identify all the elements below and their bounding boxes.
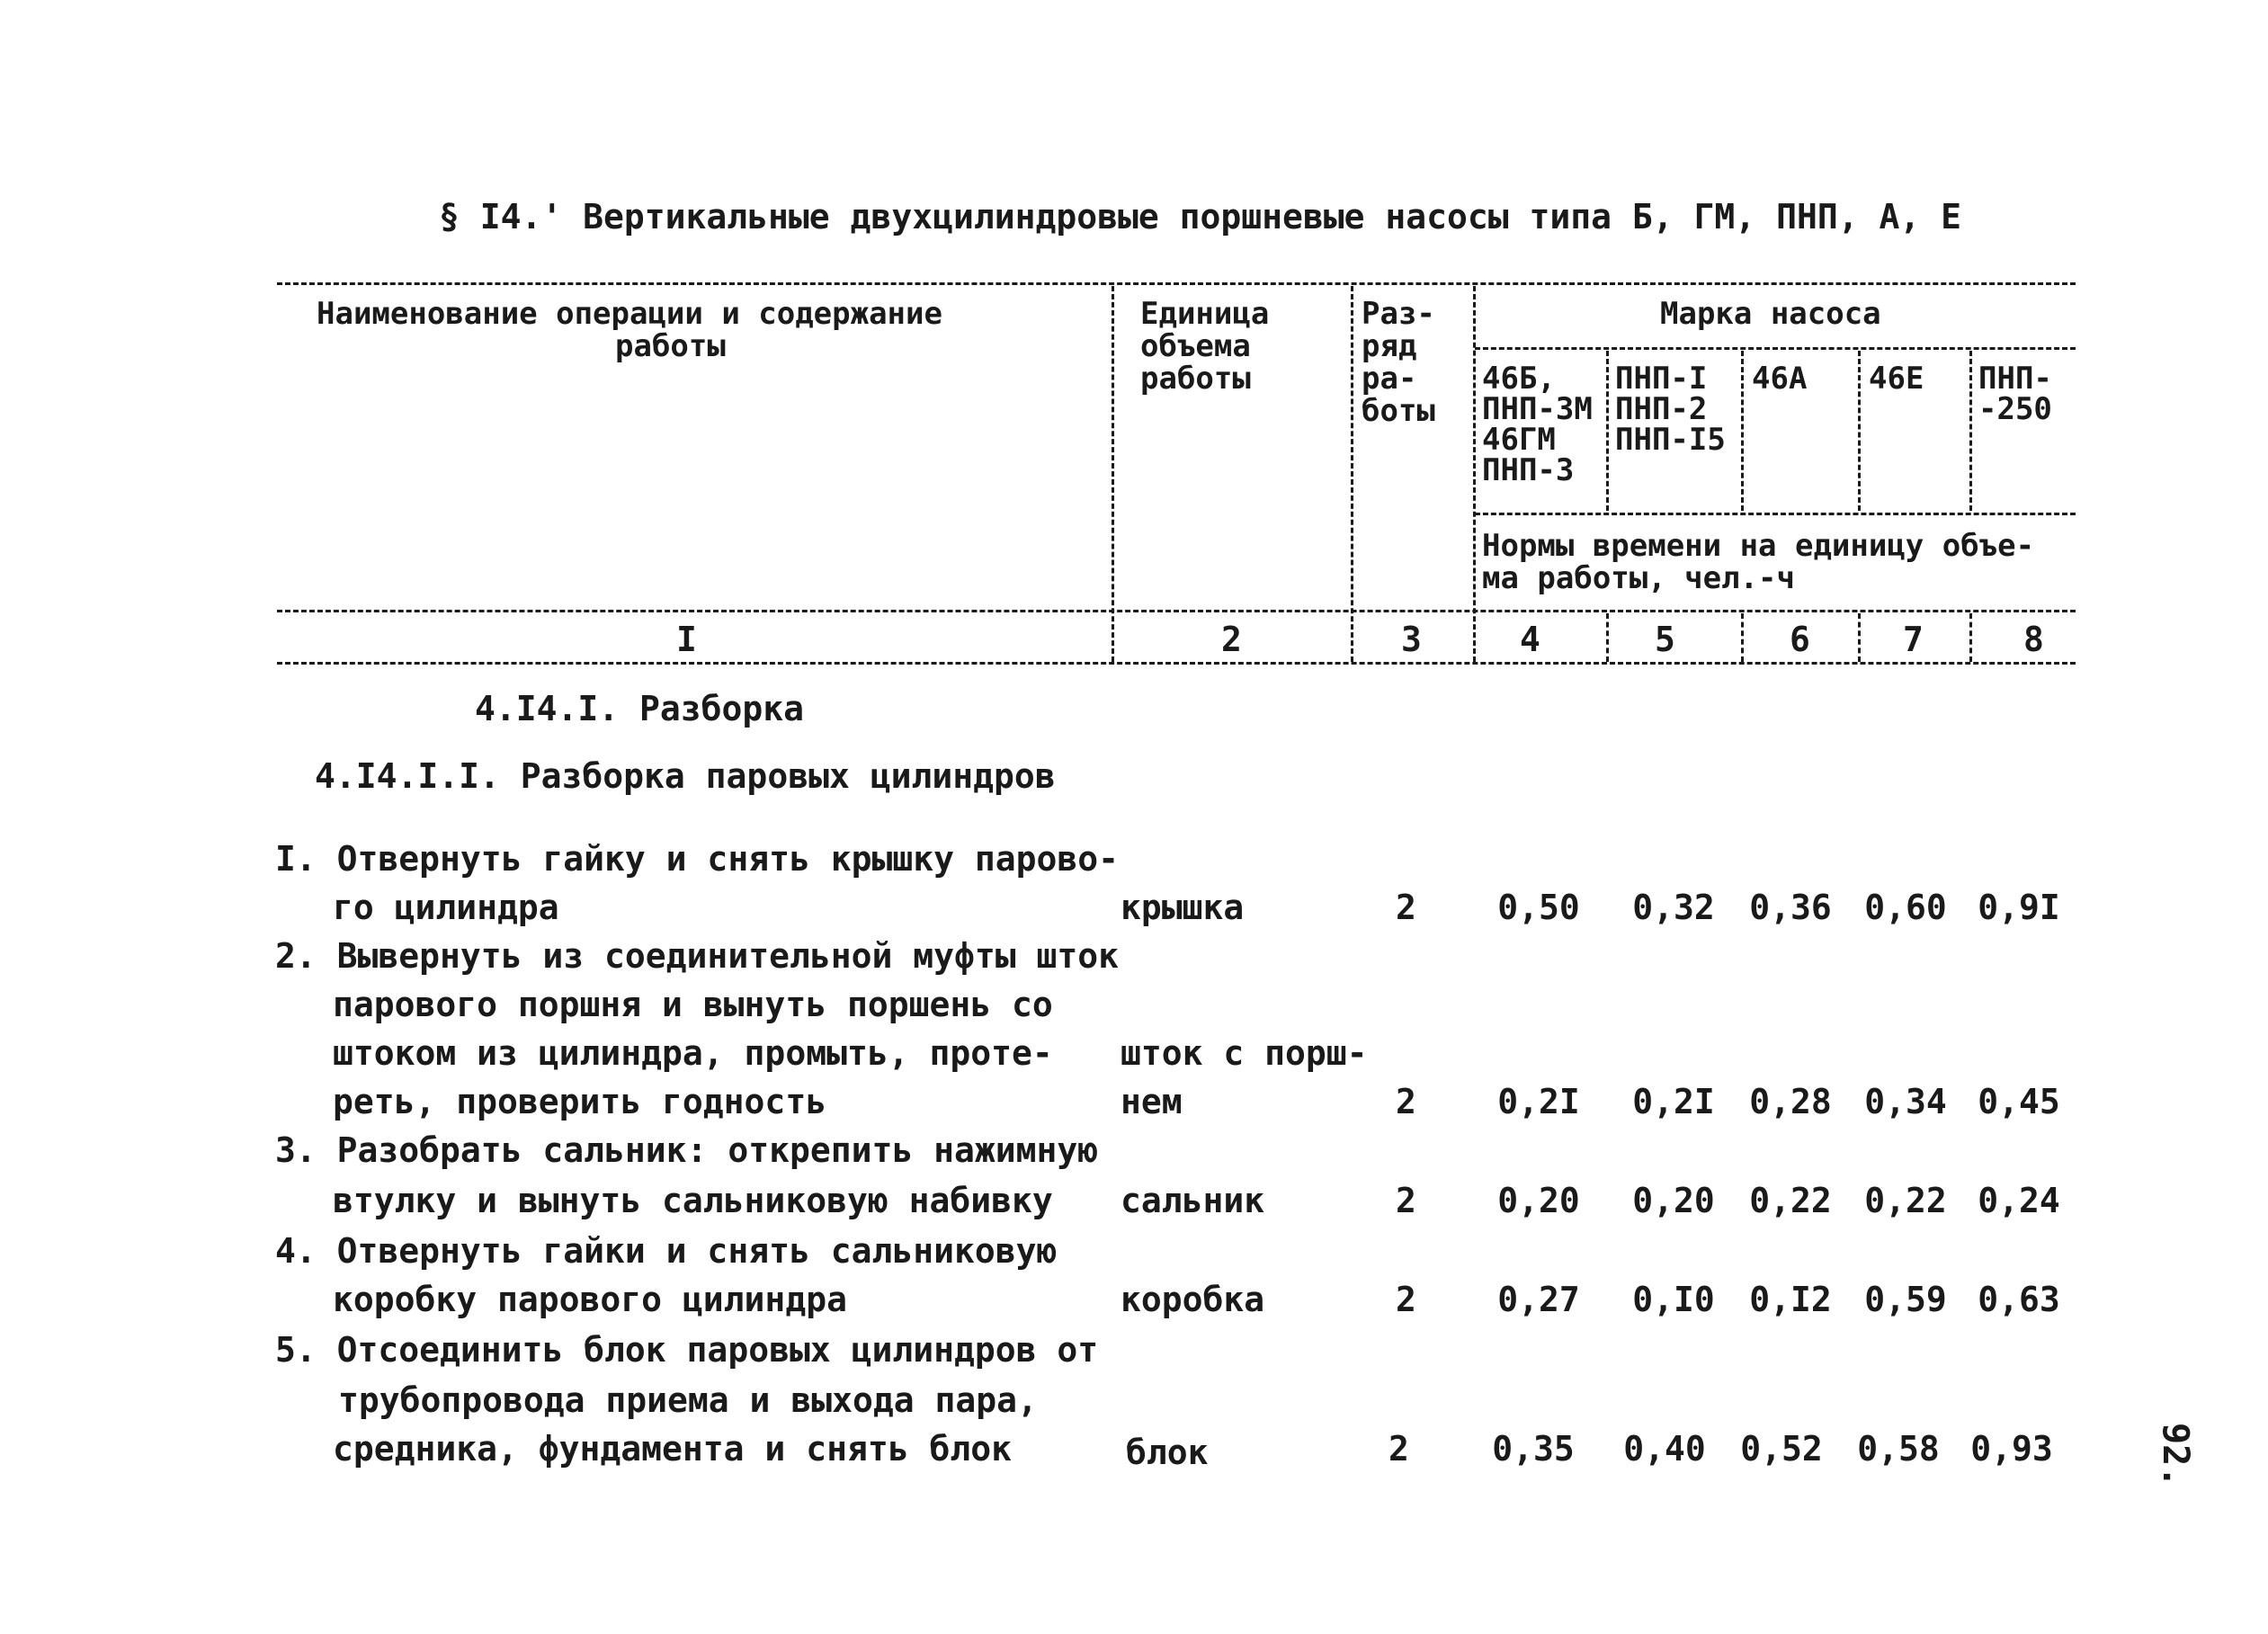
header-unit-line3: работы [1140,361,1251,397]
header-operation-line1: Наименование операции и содержание [317,296,942,332]
row5-text-line1: 5. Отсоединить блок паровых цилиндров от [275,1330,1099,1370]
divider-num1 [1606,613,1609,662]
brand-col4-line2: ПНП-3М [1482,391,1593,427]
divider-brand4 [1969,351,1972,511]
row1-unit: крышка [1121,888,1245,927]
row5-value-col7: 0,58 [1857,1429,1940,1469]
divider-brand2 [1741,351,1744,511]
row3-unit: сальник [1121,1181,1265,1220]
brand-col4-line3: 46ГМ [1482,422,1556,458]
subsubsection-heading: 4.I4.I.I. Разборка паровых цилиндров [315,756,1056,796]
page-number: 92. [2155,1423,2196,1488]
header-grade-line2: ряд [1362,328,1417,364]
row4-value-col7: 0,59 [1864,1280,1947,1319]
row1-value-col5: 0,32 [1632,888,1715,927]
row2-value-col7: 0,34 [1864,1082,1947,1121]
row1-value-col8: 0,9I [1978,888,2060,927]
row5-unit: блок [1126,1433,1209,1472]
row2-text-line2: парового поршня и вынуть поршень со [333,985,1053,1024]
row4-text-line2: коробку парового цилиндра [333,1280,847,1319]
row3-value-col8: 0,24 [1978,1181,2060,1220]
row2-value-col8: 0,45 [1978,1082,2060,1121]
brand-bottom-rule [1475,513,2076,515]
header-unit-line2: объема [1140,328,1251,364]
column-number-5: 5 [1655,620,1675,659]
column-number-7: 7 [1903,620,1924,659]
brand-col5-line1: ПНП-I [1615,361,1708,397]
row2-value-col4: 0,2I [1497,1082,1580,1121]
row2-unit-line1: шток с порш- [1121,1033,1368,1073]
row5-value-col4: 0,35 [1492,1429,1575,1469]
row2-grade: 2 [1396,1082,1416,1121]
column-number-3: 3 [1401,620,1422,659]
row4-value-col6: 0,I2 [1749,1280,1832,1319]
row1-value-col6: 0,36 [1749,888,1832,927]
divider-num4 [1969,613,1972,662]
brand-col5-line2: ПНП-2 [1615,391,1708,427]
row4-text-line1: 4. Отвернуть гайки и снять сальниковую [275,1231,1058,1271]
header-grade-line3: ра- [1362,361,1417,397]
row3-value-col4: 0,20 [1497,1181,1580,1220]
brand-col5-line3: ПНП-I5 [1615,422,1726,458]
section-title: § I4.' Вертикальные двухцилиндровые поршневые насосы типа Б, ГМ, ПНП, А, Е [439,197,1961,237]
column-numbers-rule [277,662,2076,665]
row2-text-line1: 2. Вывернуть из соединительной муфты шток [275,936,1119,976]
divider-col3 [1473,286,1476,662]
row5-value-col8: 0,93 [1970,1429,2053,1469]
divider-brand3 [1858,351,1861,511]
column-number-6: 6 [1790,620,1810,659]
brand-col7: 46Е [1869,361,1924,397]
row2-value-col5: 0,2I [1632,1082,1715,1121]
row3-value-col5: 0,20 [1632,1181,1715,1220]
row3-value-col7: 0,22 [1864,1181,1947,1220]
row5-text-line3: средника, фундамента и снять блок [333,1429,1012,1469]
header-unit-line1: Единица [1140,296,1270,332]
brand-col6: 46А [1752,361,1808,397]
row3-grade: 2 [1396,1181,1416,1220]
row1-text-line2: го цилиндра [333,888,559,927]
row3-text-line2: втулку и вынуть сальниковую набивку [333,1181,1053,1220]
brand-col8-line1: ПНП- [1978,361,2052,397]
row4-value-col5: 0,I0 [1632,1280,1715,1319]
brand-col4-line1: 46Б, [1482,361,1556,397]
row5-grade: 2 [1388,1429,1409,1469]
row2-unit-line2: нем [1121,1082,1183,1121]
row5-text-line2: трубопровода приема и выхода пара, [338,1380,1038,1420]
brand-group-rule [1475,347,2076,350]
divider-num3 [1858,613,1861,662]
divider-brand1 [1606,351,1609,511]
divider-col1 [1112,286,1114,662]
row2-text-line4: реть, проверить годность [333,1082,827,1121]
column-number-4: 4 [1520,620,1540,659]
column-number-2: 2 [1221,620,1242,659]
brand-col4-line4: ПНП-3 [1482,452,1575,488]
row1-grade: 2 [1396,888,1416,927]
header-grade-line1: Раз- [1362,296,1435,332]
row2-text-line3: штоком из цилиндра, промыть, проте- [333,1033,1053,1073]
row4-value-col4: 0,27 [1497,1280,1580,1319]
header-grade-line4: боты [1362,393,1435,429]
header-top-rule [277,282,2076,285]
row4-grade: 2 [1396,1280,1416,1319]
divider-num2 [1741,613,1744,662]
column-number-1: I [676,620,697,659]
row4-unit: коробка [1121,1280,1265,1319]
divider-col2 [1351,286,1353,662]
header-bottom-rule [277,610,2076,612]
row1-text-line1: I. Отвернуть гайку и снять крышку парово- [275,839,1119,879]
row5-value-col6: 0,52 [1740,1429,1823,1469]
row3-text-line1: 3. Разобрать сальник: открепить нажимную [275,1130,1099,1170]
row1-value-col7: 0,60 [1864,888,1947,927]
row5-value-col5: 0,40 [1623,1429,1706,1469]
row1-value-col4: 0,50 [1497,888,1580,927]
brand-col8-line2: -250 [1978,391,2052,427]
header-operation-line2: работы [615,328,726,364]
column-number-8: 8 [2023,620,2044,659]
norms-label-line1: Нормы времени на единицу объе- [1482,528,2035,564]
header-brand-group: Марка насоса [1660,296,1881,332]
row3-value-col6: 0,22 [1749,1181,1832,1220]
row2-value-col6: 0,28 [1749,1082,1832,1121]
row4-value-col8: 0,63 [1978,1280,2060,1319]
norms-label-line2: ма работы, чел.-ч [1482,560,1795,596]
subsection-heading: 4.I4.I. Разборка [475,689,805,728]
